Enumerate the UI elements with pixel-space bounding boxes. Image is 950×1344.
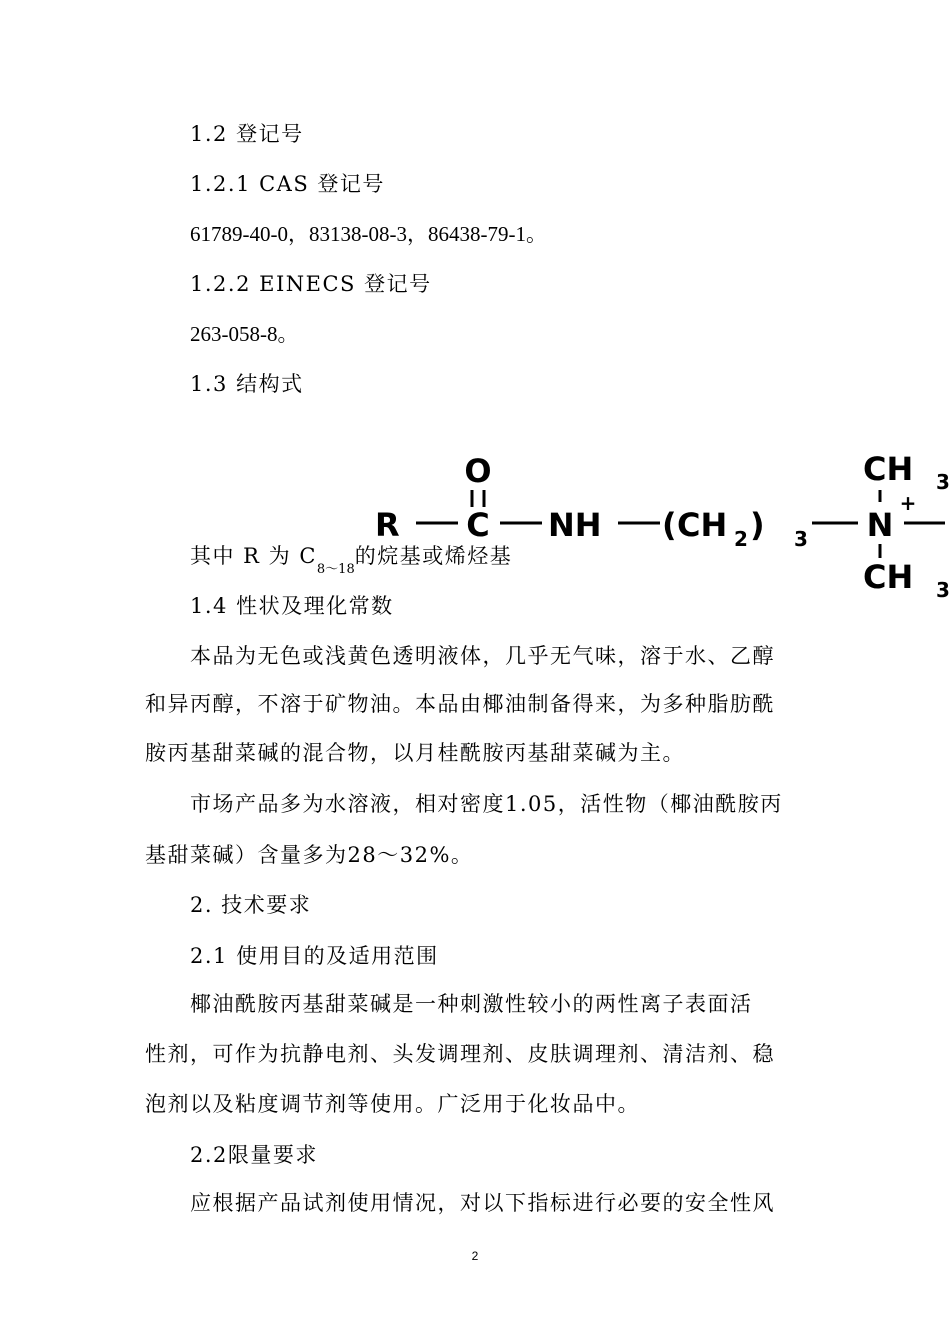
section-heading-2-2: 2.2限量要求 — [190, 1143, 318, 1167]
structural-formula — [370, 452, 950, 602]
cas-numbers: 61789-40-0，83138-08-3，86438-79-1。 — [190, 222, 547, 246]
section-heading-1-2-1: 1.2.1 CAS 登记号 — [190, 172, 385, 196]
quaternary-nitrogen: N — [866, 506, 894, 544]
methyl-bottom-sub-3: 3 — [936, 578, 950, 602]
carbonyl-carbon: C — [466, 506, 490, 544]
chain-sub-3: 3 — [794, 527, 808, 551]
section-heading-1-3: 1.3 结构式 — [190, 372, 304, 396]
paragraph-usage-line-3: 泡剂以及粘度调节剂等使用。广泛用于化妆品中。 — [145, 1092, 640, 1116]
methylene-sub-2: 2 — [734, 527, 748, 551]
r-definition — [190, 542, 513, 577]
oxygen-atom: O — [464, 452, 492, 490]
section-heading-1-2: 1.2 登记号 — [190, 122, 304, 146]
section-heading-1-2-2: 1.2.2 EINECS 登记号 — [190, 272, 432, 296]
paragraph-market-line-1: 市场产品多为水溶液，相对密度1.05，活性物（椰油酰胺丙 — [190, 792, 783, 816]
r-definition-suffix: 的烷基或烯烃基 — [354, 544, 513, 568]
paragraph-properties-line-3: 胺丙基甜菜碱的混合物，以月桂酰胺丙基甜菜碱为主。 — [145, 741, 685, 765]
amide-nh: NH — [548, 506, 602, 544]
carbon-range-subscript: 8～18 — [316, 562, 355, 577]
section-heading-1-4: 1.4 性状及理化常数 — [190, 594, 394, 618]
paragraph-properties-line-2: 和异丙醇，不溶于矿物油。本品由椰油制备得来，为多种脂肪酰 — [145, 692, 775, 716]
einecs-number: 263-058-8。 — [190, 322, 299, 346]
paragraph-usage-line-1: 椰油酰胺丙基甜菜碱是一种刺激性较小的两性离子表面活 — [190, 992, 753, 1016]
methyl-top: CH — [863, 452, 914, 488]
section-heading-2-1: 2.1 使用目的及适用范围 — [190, 944, 439, 968]
page-number: 2 — [471, 1249, 479, 1263]
paragraph-limits-line-1: 应根据产品试剂使用情况，对以下指标进行必要的安全性风 — [190, 1191, 775, 1215]
methyl-top-sub-3: 3 — [936, 470, 950, 494]
methyl-bottom: CH — [863, 558, 914, 596]
r-definition-prefix: 其中 R 为 C — [190, 544, 317, 568]
methylene-ch: CH — [677, 506, 728, 544]
r-group: R — [375, 506, 400, 544]
section-heading-2: 2. 技术要求 — [190, 893, 312, 917]
paragraph-properties-line-1: 本品为无色或浅黄色透明液体，几乎无气味，溶于水、乙醇 — [190, 644, 775, 668]
close-paren: ) — [750, 506, 765, 544]
positive-charge: + — [899, 491, 917, 515]
paragraph-market-line-2: 基甜菜碱）含量多为28～32%。 — [145, 843, 474, 867]
open-paren: ( — [662, 506, 677, 544]
paragraph-usage-line-2: 性剂，可作为抗静电剂、头发调理剂、皮肤调理剂、清洁剂、稳 — [145, 1042, 775, 1066]
